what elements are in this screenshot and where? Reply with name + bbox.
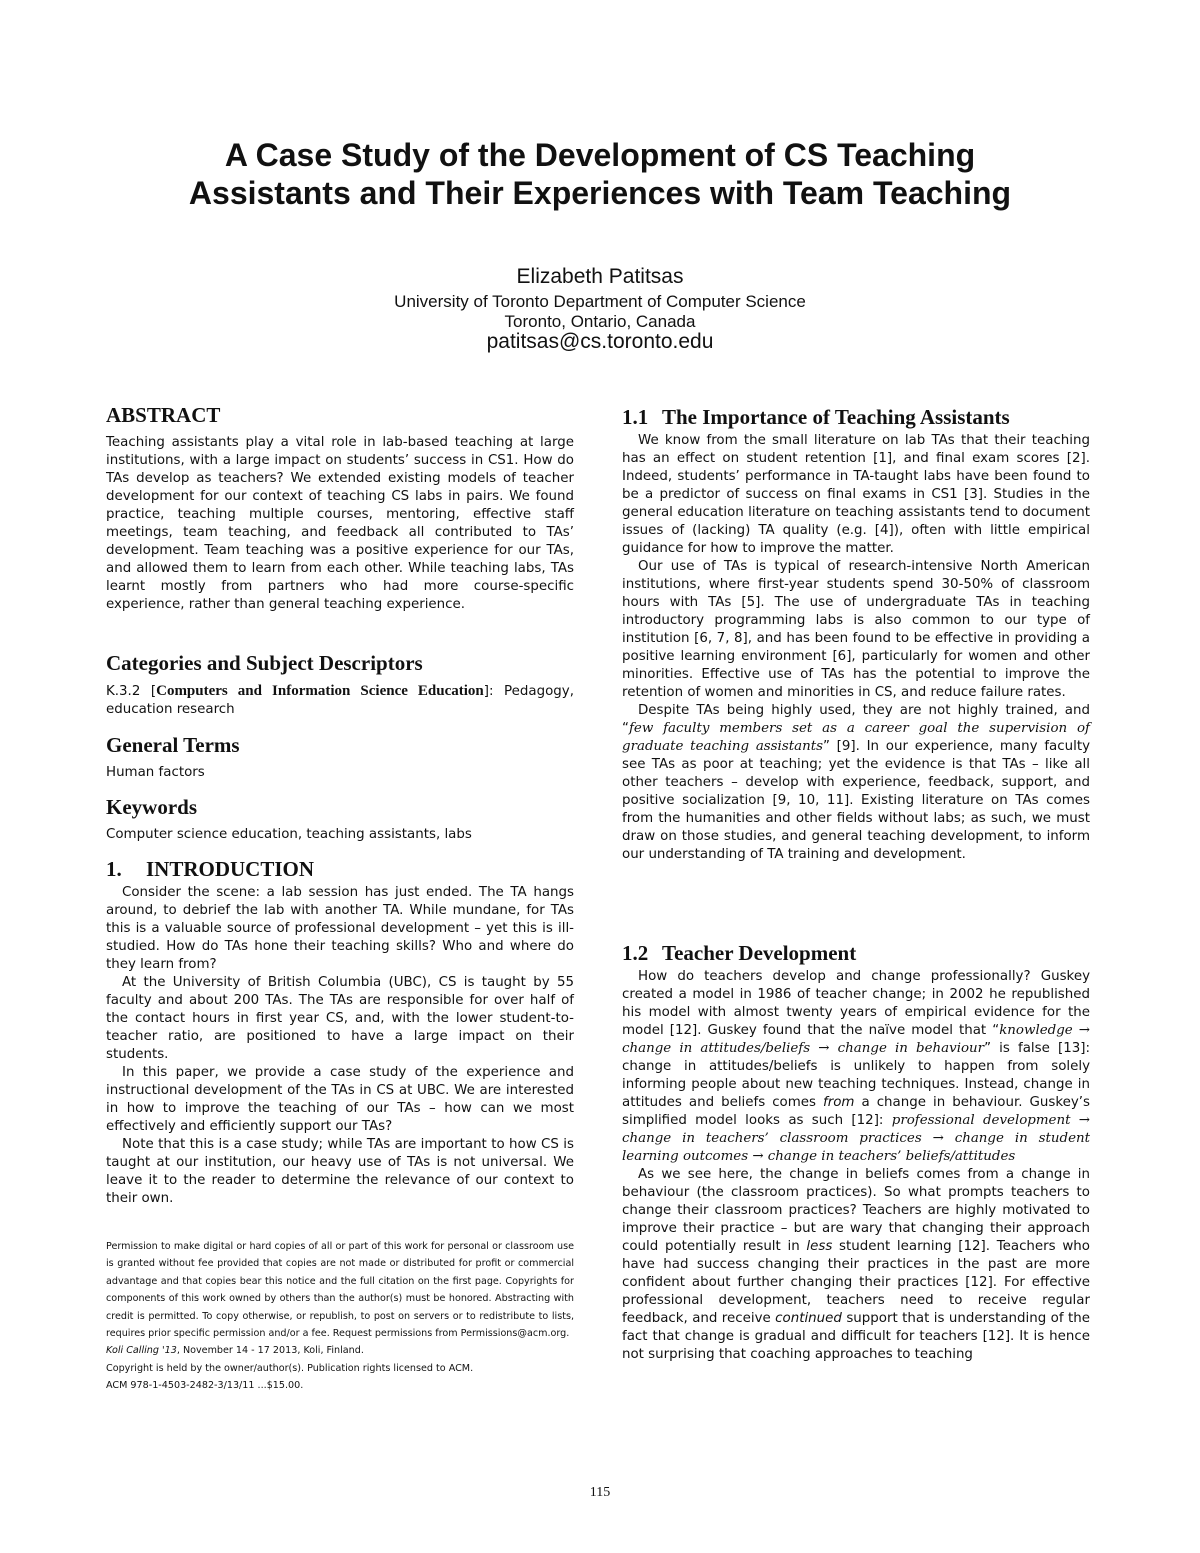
title-line-1: A Case Study of the Development of CS Teaching xyxy=(224,137,976,173)
venue-name: Koli Calling '13 xyxy=(106,1345,177,1357)
section-1-2-heading xyxy=(622,941,1090,965)
general-terms-text: Human factors xyxy=(106,765,205,780)
section-1-1-quote: few faculty members set as a career goal the supervision of graduate teaching assistants xyxy=(622,721,1090,754)
section-1-2-simplified-model: professional development → change in teachers’ classroom practices → change in student learning outcomes → change in teachers’ beliefs/attitudes xyxy=(622,1113,1091,1164)
section-1-1-heading xyxy=(622,405,1090,429)
introduction-number: 1. xyxy=(106,857,122,881)
keywords-heading: Keywords xyxy=(106,795,197,819)
author-name: Elizabeth Patitsas xyxy=(516,265,684,288)
section-1-2-p2-start: As we see here, the change in beliefs comes from a change in behaviour (the classroom practices). So what prompts teachers to change their classroom practices? Teachers are highly motivated to improve their practice – but are wary that changing their approach could potentially result in xyxy=(622,1167,1090,1254)
introduction-paragraph-4: Note that this is a case study; while TAs are important to how CS is taught at our institution, our heavy use of TAs is not universal. We leave it to the reader to determine the relevance of our context to their own. xyxy=(106,1137,574,1206)
section-1-2 xyxy=(622,941,1090,1364)
section-1-2-naive-model: knowledge → change in attitudes/beliefs → change in behaviour xyxy=(622,1023,1091,1056)
venue-line xyxy=(106,1342,574,1359)
keywords-section xyxy=(106,795,574,844)
categories-bold-name: Computers and Information Science Education xyxy=(156,683,484,699)
section-1-2-p1-mid2: a change in behaviour. Guskey’s simplified model looks as such [12]: xyxy=(622,1095,1090,1128)
title-line-2: Assistants and Their Experiences with Team Teaching xyxy=(188,175,1012,211)
introduction-paragraph-2: At the University of British Columbia (UBC), CS is taught by 55 faculty and about 200 TAs. The TAs are responsible for over half of the contact hours in first year CS, and, with the lower student-to-teacher ratio, are positioned to have a large impact on their students. xyxy=(106,975,574,1062)
author-location: Toronto, Ontario, Canada xyxy=(504,312,696,331)
abstract-text: Teaching assistants play a vital role in lab-based teaching at large institutions, with a large impact on students’ success in CS1. How do TAs develop as teachers? We extended existing models of teacher development for our context of teaching CS labs in pairs. We found practice, teaching multiple courses, mentoring, effective staff meetings, team teaching, and feedback all contributed to TAs’ development. Team teaching was a positive experience for our TAs, and allowed them to learn from each other. While teaching labs, TAs learnt mostly from partners who had more course-specific experience, rather than general teaching experience. xyxy=(106,435,574,612)
categories-rest: ]: Pedagogy, education research xyxy=(106,684,574,717)
acm-line: ACM 978-1-4503-2482-3/13/11 ...$15.00. xyxy=(106,1380,304,1392)
abstract-heading: ABSTRACT xyxy=(106,403,221,427)
general-terms-section xyxy=(106,733,574,782)
introduction-section xyxy=(106,857,574,1208)
permission-notice xyxy=(106,1238,574,1395)
section-1-2-number: 1.2 xyxy=(622,941,649,965)
section-1-1-paragraph-3 xyxy=(622,702,1090,864)
section-1-1-title: The Importance of Teaching Assistants xyxy=(662,405,1010,429)
abstract-section xyxy=(106,403,574,614)
section-1-1-p3-end: ” [9]. In our experience, many faculty see TAs as poor at teaching; yet the evidence is that TAs – like all other teachers – develop with experience, feedback, support, and positive socialization [9, 10, 11]. Existing literature on TAs comes from the humanities and other fields without labs; as such, we must draw on those studies, and general teaching development, to inform our understanding of TA training and development. xyxy=(622,739,1090,862)
keywords-text: Computer science education, teaching assistants, labs xyxy=(106,827,472,842)
general-terms-heading: General Terms xyxy=(106,733,240,757)
section-1-2-p2-mid: student learning [12]. Teachers who have had success changing their practices in the past are more confident about further changing their practices [12]. For effective professional development, teachers need to receive regular feedback, and receive xyxy=(622,1239,1090,1326)
author-affiliation: University of Toronto Department of Computer Science xyxy=(394,292,806,311)
categories-section xyxy=(106,651,574,719)
section-1-2-p2-end: support that is understanding of the fact that change is gradual and difficult for teachers [12]. It is hence not surprising that coaching approaches to teaching xyxy=(622,1311,1090,1362)
categories-heading: Categories and Subject Descriptors xyxy=(106,651,423,675)
section-1-2-less: less xyxy=(806,1239,833,1254)
section-1-1-p3-start: Despite TAs being highly used, they are not highly trained, and “ xyxy=(622,703,1090,736)
categories-text xyxy=(106,682,574,719)
section-1-2-p1-start: How do teachers develop and change professionally? Guskey created a model in 1986 of teacher change; in 2002 he republished his model with almost twenty years of empirical evidence for the model [12]. Guskey found that the naïve model that “ xyxy=(622,969,1090,1038)
section-1-2-paragraph-1 xyxy=(622,968,1090,1166)
section-1-2-continued: continued xyxy=(775,1311,842,1326)
introduction-paragraph-1: Consider the scene: a lab session has just ended. The TA hangs around, to debrief the lab with another TA. While mundane, for TAs this is a valuable source of professional development – yet this is ill-studied. How do TAs hone their teaching skills? Who and where do they learn from? xyxy=(106,885,574,972)
section-1-2-p1-mid: ” is false [13]: change in attitudes/beliefs is unlikely to happen from solely informing people about new teaching techniques. Instead, change in attitudes and beliefs comes xyxy=(622,1041,1090,1110)
section-1-2-title: Teacher Development xyxy=(662,941,857,965)
permission-text: Permission to make digital or hard copies of all or part of this work for personal or classroom use is granted without fee provided that copies are not made or distributed for profit or commercial advantage and that copies bear this notice and the full citation on the first page. Copyrights for components of this work owned by others than the author(s) must be honored. Abstracting with credit is permitted. To copy otherwise, or republish, to post on servers or to redistribute to lists, requires prior specific permission and/or a fee. Request permissions from Permissions@acm.org. xyxy=(106,1241,574,1340)
categories-code: K.3.2 [ xyxy=(106,684,157,699)
introduction-heading xyxy=(106,857,574,881)
page-number: 115 xyxy=(589,1485,611,1500)
venue-details: , November 14 - 17 2013, Koli, Finland. xyxy=(176,1345,364,1357)
author-email: patitsas@cs.toronto.edu xyxy=(486,330,714,353)
introduction-title: INTRODUCTION xyxy=(146,857,315,881)
paper-title xyxy=(100,136,1100,212)
section-1-1-number: 1.1 xyxy=(622,405,649,429)
section-1-1-paragraph-1: We know from the small literature on lab TAs that their teaching has an effect on student retention [1], and final exam scores [2]. Indeed, students’ performance in TA-taught labs have been found to be a predictor of success on final exams in CS1 [3]. Studies in the general education literature on teaching assistants tend to document issues of (lacking) TA quality (e.g. [4]), often with little empirical guidance for how to improve the matter. xyxy=(622,433,1090,556)
introduction-paragraph-3: In this paper, we provide a case study of the experience and instructional development of the TAs in CS at UBC. We are interested in how to improve the teaching of our TAs – how can we most effectively and efficiently support our TAs? xyxy=(106,1065,574,1134)
section-1-2-paragraph-2 xyxy=(622,1166,1090,1364)
section-1-1-paragraph-2: Our use of TAs is typical of research-intensive North American institutions, where first-year students spend 30-50% of classroom hours with TAs [5]. The use of undergraduate TAs in teaching introductory programming labs is also common to our type of institution [6, 7, 8], and has been found to be effective in providing a positive learning environment [6], particularly for women and other minorities. Effective use of TAs has the potential to improve the retention of women and minorities in CS, and reduce failure rates. xyxy=(622,559,1090,700)
section-1-2-from: from xyxy=(823,1095,855,1110)
copyright-line: Copyright is held by the owner/author(s). Publication rights licensed to ACM. xyxy=(106,1362,474,1374)
section-1-1 xyxy=(622,405,1090,864)
